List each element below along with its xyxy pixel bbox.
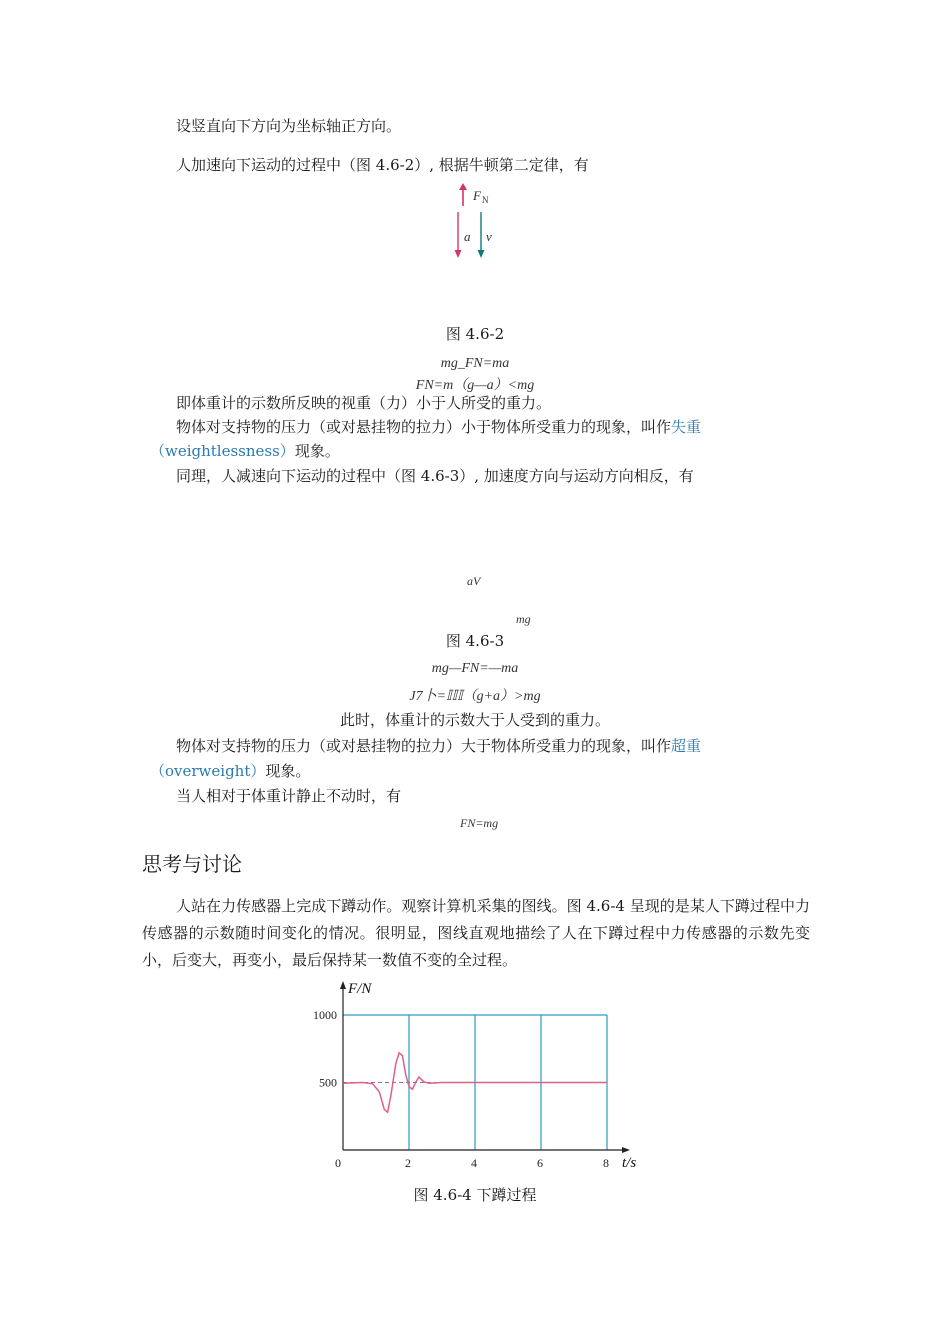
text-overweight-def-cont: （overweight）现象。	[150, 762, 311, 780]
text-decelerating-down: 同理，人减速向下运动的过程中（图 4.6-3）, 加速度方向与运动方向相反，有	[176, 467, 694, 485]
text-accelerating-down: 人加速向下运动的过程中（图 4.6-2）, 根据牛顿第二定律，有	[176, 156, 589, 174]
velocity-arrowhead	[478, 250, 485, 258]
text-apparent-weight-less: 即体重计的示数所反映的视重（力）小于人所受的重力。	[176, 394, 552, 412]
y-tick-label: 1000	[313, 1008, 337, 1022]
force-fn-arrowhead	[459, 183, 467, 190]
chart-squat-force	[296, 975, 656, 1175]
term-weightlessness: 失重	[671, 418, 702, 436]
text-coordinate-direction: 设竖直向下方向为坐标轴正方向。	[176, 117, 402, 135]
discussion-paragraph: 人站在力传感器上完成下蹲动作。观察计算机采集的图线。图 4.6-4 呈现的是某人下蹲过程中力传感器的示数随时间变化的情况。很明显，图线直观地描绘了人在下蹲过程中力传感器的示数先变小，后变大，再变小，最后保持某一数值不变的全过程。	[142, 897, 810, 969]
fig2-label-fn-sub: N	[482, 195, 489, 205]
text-overweight-def: 物体对支持物的压力（或对悬挂物的拉力）大于物体所受重力的现象，叫作超重	[176, 737, 702, 755]
text-weightlessness-def-cont: （weightlessness）现象。	[150, 442, 340, 460]
x-tick-label: 0	[335, 1156, 341, 1170]
fig4-caption: 图 4.6-4 下蹲过程	[413, 1186, 537, 1204]
x-axis-label: t/s	[622, 1155, 637, 1171]
x-tick-label: 6	[537, 1156, 543, 1170]
equation-2: FN=m（g—a）<mg	[415, 378, 535, 393]
x-axis-arrowhead	[622, 1147, 630, 1153]
y-tick-label: 500	[319, 1075, 337, 1090]
y-axis-arrowhead	[340, 981, 346, 989]
y-axis-label: F/N	[348, 981, 372, 997]
fig3-caption: 图 4.6-3	[445, 632, 505, 650]
fig2-label-v: v	[486, 229, 492, 244]
chart-ticks	[313, 1008, 609, 1170]
section-heading: 思考与讨论	[142, 852, 242, 876]
x-tick-label: 8	[603, 1156, 609, 1170]
equation-3: mg—FN=—ma	[431, 661, 519, 676]
equation-4: J7卜=𝕀𝕀𝕀（g+a）>mg	[409, 689, 541, 704]
term-weightlessness-en: （weightlessness）	[150, 442, 295, 460]
text-at-rest: 当人相对于体重计静止不动时，有	[176, 787, 402, 805]
chart-axes	[340, 981, 630, 1153]
acceleration-arrowhead	[455, 250, 462, 258]
equation-5: FN=mg	[460, 816, 499, 830]
text-apparent-weight-more: 此时，体重计的示数大于人受到的重力。	[339, 711, 610, 729]
term-overweight-en: （overweight）	[150, 762, 266, 780]
fig2-label-fn: F	[473, 188, 481, 203]
fig2-label-a: a	[464, 229, 471, 244]
x-tick-label: 2	[405, 1156, 411, 1170]
fig3-label-mg: mg	[516, 612, 531, 626]
fig2-caption: 图 4.6-2	[445, 325, 505, 343]
term-overweight: 超重	[671, 737, 702, 755]
x-tick-label: 4	[471, 1156, 477, 1170]
fig3-label-av: aV	[467, 574, 481, 588]
text-weightlessness-def: 物体对支持物的压力（或对悬挂物的拉力）小于物体所受重力的现象，叫作失重	[176, 418, 702, 436]
figure-4-6-2	[440, 180, 520, 270]
equation-1: mg_FN=ma	[440, 356, 510, 371]
